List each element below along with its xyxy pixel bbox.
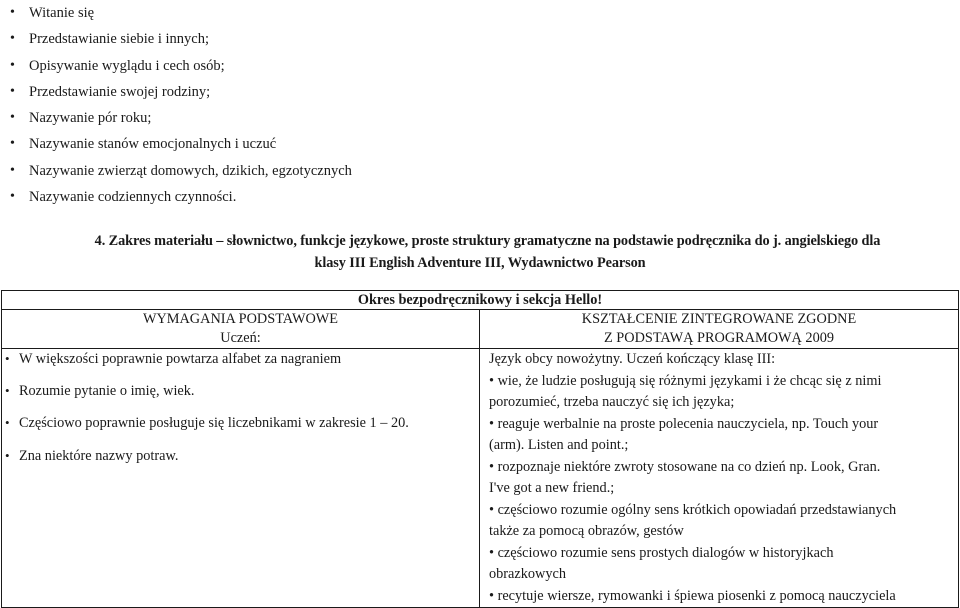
requirement-item: • Częściowo poprawnie posługuje się liczebnikami w zakresie 1 – 20.: [5, 413, 476, 433]
list-item: • Przedstawianie swojej rodziny;: [9, 79, 352, 105]
requirement-item: • W większości poprawnie powtarza alfabet za nagraniem: [5, 349, 476, 369]
section-heading-line2: klasy III English Adventure III, Wydawnictwo Pearson: [314, 255, 646, 271]
curriculum-line: • recytuje wiersze, rymowanki i śpiewa piosenki z pomocą nauczyciela: [489, 587, 896, 604]
list-item: • Nazywanie stanów emocjonalnych i uczuć: [9, 131, 352, 157]
curriculum-line: • rozpoznaje niektóre zwroty stosowane na co dzień np. Look, Gran.: [489, 458, 881, 475]
requirements-table: [1, 290, 959, 608]
basic-requirements-header: [2, 310, 480, 349]
curriculum-line: I've got a new friend.;: [489, 480, 615, 496]
integrated-education-title: KSZTAŁCENIE ZINTEGROWANE ZGODNE: [581, 311, 857, 327]
curriculum-line: obrazkowych: [489, 566, 567, 582]
curriculum-line: • wie, że ludzie posługują się różnymi językami i że chcąc się z nimi: [489, 372, 882, 389]
requirement-item: • Rozumie pytanie o imię, wiek.: [5, 381, 476, 401]
curriculum-line: także za pomocą obrazów, gestów: [489, 523, 684, 539]
section-heading-line1: 4. Zakres materiału – słownictwo, funkcje językowe, proste struktury gramatyczne na podstawie podręcznika do j. angielskiego dla: [94, 233, 881, 249]
list-item: • Nazywanie zwierząt domowych, dzikich, egzotycznych: [9, 158, 352, 184]
core-curriculum-label: Z PODSTAWĄ PROGRAMOWĄ 2009: [603, 330, 835, 346]
section-heading: [0, 230, 960, 274]
curriculum-line: • częściowo rozumie sens prostych dialogów w historyjkach: [489, 544, 834, 561]
basic-requirements-cell: [2, 349, 480, 608]
curriculum-line: (arm). Listen and point.;: [489, 437, 629, 453]
curriculum-intro: Język obcy nowożytny. Uczeń kończący klasę III:: [489, 351, 776, 367]
integrated-education-header: [480, 310, 959, 349]
basic-requirements-title: WYMAGANIA PODSTAWOWE: [142, 311, 339, 327]
list-item: • Nazywanie codziennych czynności.: [9, 184, 352, 210]
period-row: Okres bezpodręcznikowy i sekcja Hello!: [2, 291, 959, 310]
integrated-education-cell: [480, 349, 959, 608]
vocabulary-list: [9, 0, 352, 210]
list-item: • Witanie się: [9, 0, 352, 26]
list-item: • Przedstawianie siebie i innych;: [9, 26, 352, 52]
list-item: • Opisywanie wyglądu i cech osób;: [9, 53, 352, 79]
curriculum-line: porozumieć, trzeba nauczyć się ich języka;: [489, 394, 735, 410]
curriculum-line: • częściowo rozumie ogólny sens krótkich opowiadań przedstawianych: [489, 501, 897, 518]
student-label: Uczeń:: [220, 330, 261, 346]
requirement-item: • Zna niektóre nazwy potraw.: [5, 446, 476, 466]
list-item: • Nazywanie pór roku;: [9, 105, 352, 131]
curriculum-line: • reaguje werbalnie na proste polecenia nauczyciela, np. Touch your: [489, 415, 879, 432]
